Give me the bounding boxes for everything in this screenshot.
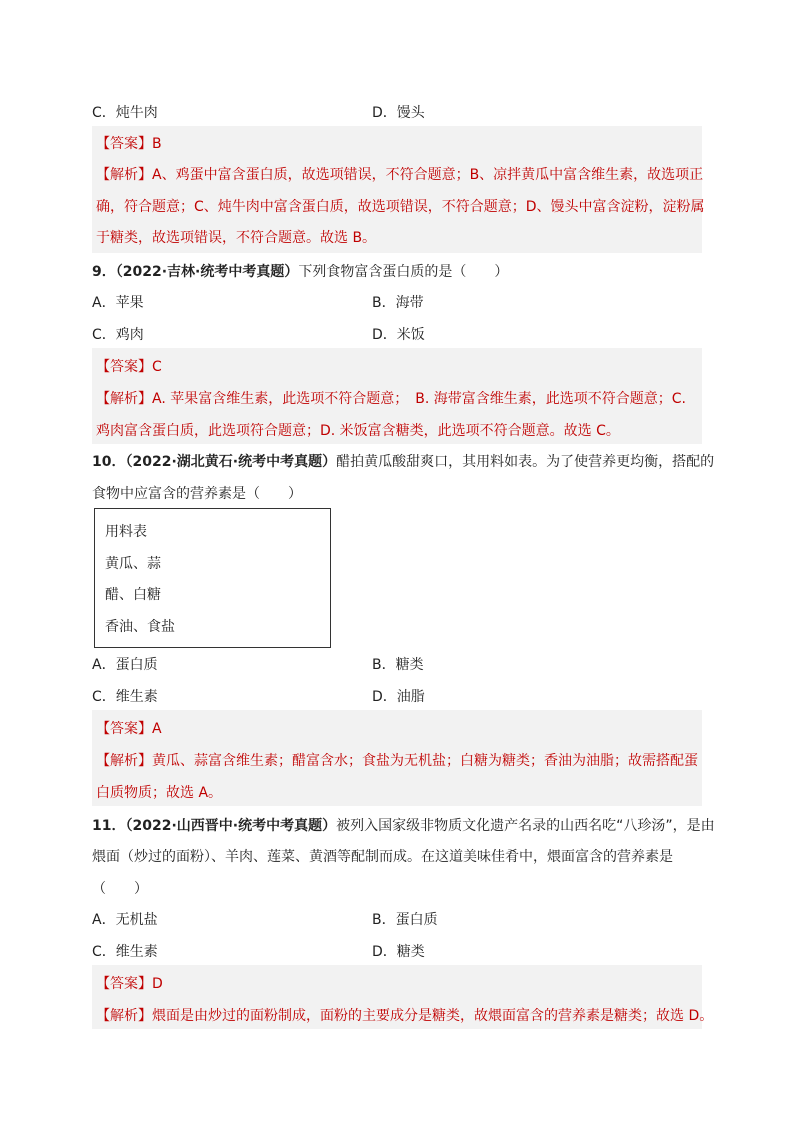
answer-value: C: [152, 359, 162, 375]
answer-box: [92, 710, 702, 806]
analysis-text: A. 苹果富含维生素，此选项不符合题意； B. 海带富含维生素，此选项不符合题意；C.: [152, 391, 686, 407]
question-source: （2022·吉林·统考中考真题）: [115, 264, 299, 280]
question-stem: 醋拍黄瓜酸甜爽口，其用料如表。为了使营养更均衡，搭配的: [336, 454, 715, 470]
analysis-text: 白质物质；故选 A。: [96, 785, 223, 801]
answer-tag: 【答案】: [96, 359, 152, 375]
option-d: D．馒头: [372, 105, 425, 121]
analysis-text: A、鸡蛋中富含蛋白质，故选项错误，不符合题意；B、凉拌黄瓜中富含维生素，故选项正: [152, 167, 704, 183]
ingredients-table: [94, 508, 331, 648]
question-11: [92, 815, 715, 835]
analysis-text: 煨面是由炒过的面粉制成，面粉的主要成分是糖类，故煨面富含的营养素是糖类；故选 D。: [152, 1008, 714, 1024]
option-c: C．炖牛肉: [92, 105, 158, 121]
question-source: （2022·山西晋中·统考中考真题）: [125, 818, 337, 834]
option-c: C．维生素: [92, 689, 158, 705]
analysis-text: 于糖类，故选项错误，不符合题意。故选 B。: [96, 230, 377, 246]
analysis-tag: 【解析】: [96, 167, 152, 183]
question-stem: 食物中应富含的营养素是（ ）: [92, 486, 302, 502]
analysis-tag: 【解析】: [96, 753, 152, 769]
option-c: C．维生素: [92, 944, 158, 960]
question-10: [92, 451, 714, 471]
question-source: （2022·湖北黄石·统考中考真题）: [125, 454, 337, 470]
question-number: 9．: [92, 264, 116, 280]
analysis-tag: 【解析】: [96, 391, 152, 407]
question-number: 11．: [92, 818, 126, 834]
option-b: B．糖类: [372, 657, 424, 673]
option-d: D．油脂: [372, 689, 425, 705]
question-stem: （ ）: [92, 881, 148, 897]
table-row: 醋、白糖: [105, 587, 161, 603]
question-stem: 被列入国家级非物质文化遗产名录的山西名吃“八珍汤”，是由: [336, 818, 715, 834]
option-a: A．蛋白质: [92, 657, 158, 673]
answer-value: B: [152, 136, 162, 152]
option-b: B．海带: [372, 295, 424, 311]
analysis-text: 黄瓜、蒜富含维生素；醋富含水；食盐为无机盐；白糖为糖类；香油为油脂；故需搭配蛋: [152, 753, 698, 769]
answer-box: [92, 965, 714, 1029]
answer-box: [92, 126, 705, 253]
option-a: A．无机盐: [92, 912, 158, 928]
answer-box: [92, 348, 702, 444]
analysis-tag: 【解析】: [96, 1008, 152, 1024]
option-d: D．米饭: [372, 327, 425, 343]
analysis-text: 确，符合题意；C、炖牛肉中富含蛋白质，故选项错误，不符合题意；D、馒头中富含淀粉，淀粉属: [96, 199, 705, 215]
answer-tag: 【答案】: [96, 721, 152, 737]
question-stem: 煨面（炒过的面粉）、羊肉、莲菜、黄酒等配制而成。在这道美味佳肴中，煨面富含的营养素是: [92, 849, 673, 865]
table-row: 黄瓜、蒜: [105, 556, 161, 572]
option-a: A．苹果: [92, 295, 144, 311]
table-header: 用料表: [105, 524, 147, 540]
question-stem: 下列食物富含蛋白质的是（ ）: [298, 264, 509, 280]
option-c: C．鸡肉: [92, 327, 144, 343]
table-row: 香油、食盐: [105, 619, 175, 635]
answer-value: A: [152, 721, 162, 737]
question-number: 10．: [92, 454, 126, 470]
answer-value: D: [152, 976, 163, 992]
option-b: B．蛋白质: [372, 912, 438, 928]
answer-tag: 【答案】: [96, 976, 152, 992]
analysis-text: 鸡肉富含蛋白质，此选项符合题意；D. 米饭富含糖类，此选项不符合题意。故选 C。: [96, 423, 620, 439]
answer-tag: 【答案】: [96, 136, 152, 152]
option-d: D．糖类: [372, 944, 425, 960]
question-9: [92, 261, 508, 281]
